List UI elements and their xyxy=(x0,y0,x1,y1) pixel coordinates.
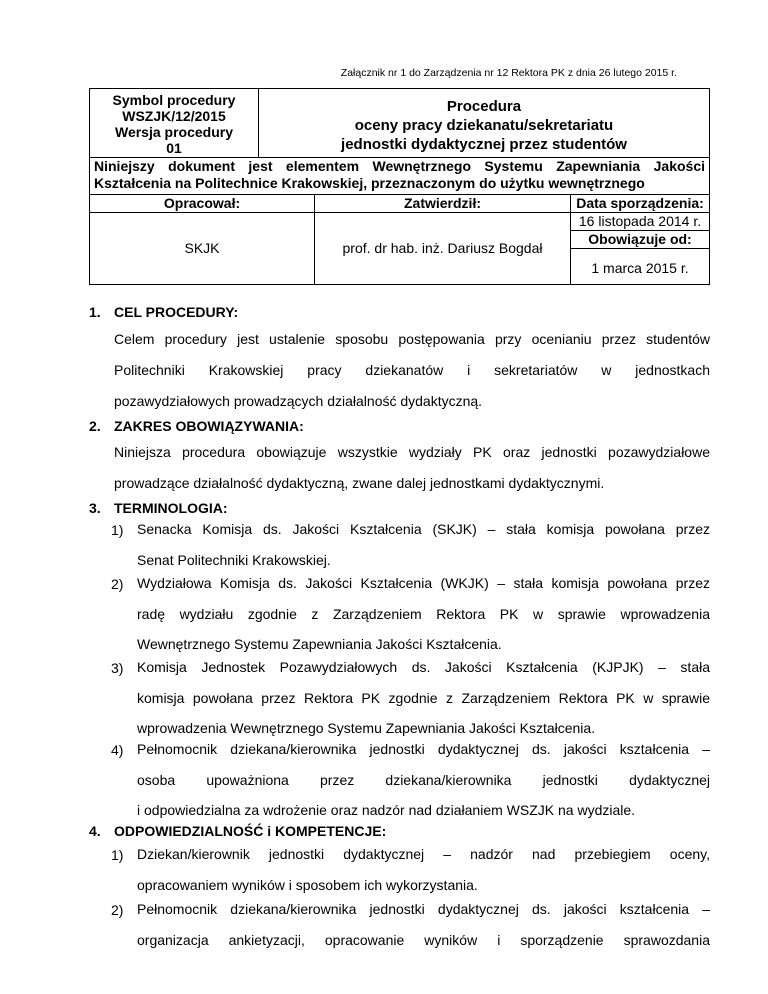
item-line: i odpowiedzialna za wdrożenie oraz nadzór nad działaniem WSZJK na wydziale. xyxy=(137,802,636,818)
section-1-body xyxy=(114,324,710,417)
section-3-heading xyxy=(89,500,228,516)
section-2-body xyxy=(114,437,710,499)
symbol-version-cell xyxy=(89,88,259,158)
section-number: 1. xyxy=(89,304,101,320)
item-line: radę wydziału zgodnie z Zarządzeniem Rektora PK w sprawie wprowadzenia xyxy=(137,605,710,622)
date-label: Data sporządzenia: xyxy=(570,194,710,213)
approved-label: Zatwierdził: xyxy=(314,194,571,213)
section-title: ODPOWIEDZIALNOŚĆ i KOMPETENCJE: xyxy=(114,823,387,839)
prepared-value: SKJK xyxy=(89,212,315,285)
item-line: Senat Politechniki Krakowskiej. xyxy=(137,551,331,568)
list-item xyxy=(137,652,710,744)
list-number: 3) xyxy=(111,660,124,676)
list-number: 1) xyxy=(111,847,124,863)
item-line: Senacka Komisja ds. Jakości Kształcenia (SKJK) – stała komisja powołana przez xyxy=(137,521,710,537)
section-title: CEL PROCEDURY: xyxy=(114,304,239,320)
valid-label: Obowiązuje od: xyxy=(570,230,710,249)
title-line-3: jednostki dydaktycznej przez studentów xyxy=(341,136,627,153)
section-4-heading xyxy=(89,823,387,839)
symbol-label: Symbol procedury xyxy=(112,92,236,108)
item-line: osoba upoważniona przez dziekana/kierownika jednostki dydaktycznej xyxy=(137,771,710,788)
list-number: 2) xyxy=(111,902,124,918)
body-line: Niniejsza procedura obowiązuje wszystkie wydziały PK oraz jednostki pozawydziałowe xyxy=(114,444,710,460)
section-title: TERMINOLOGIA: xyxy=(114,500,228,516)
item-line: Wewnętrznego Systemu Zapewniania Jakości Kształcenia. xyxy=(137,636,502,652)
section-title: ZAKRES OBOWIĄZYWANIA: xyxy=(114,418,304,434)
item-line: Komisja Jednostek Pozawydziałowych ds. Jakości Kształcenia (KJPJK) – stała xyxy=(137,659,710,675)
section-1-heading xyxy=(89,304,239,320)
list-number: 4) xyxy=(111,742,124,758)
approved-value: prof. dr hab. inż. Dariusz Bogdał xyxy=(314,212,571,285)
version-value: 01 xyxy=(166,140,182,156)
item-line: Wydziałowa Komisja ds. Jakości Kształcenia (WKJK) – stała komisja powołana przez xyxy=(137,575,710,591)
item-line: organizacja ankietyzacji, opracowanie wyników i sporządzenie sprawozdania xyxy=(137,931,710,948)
list-number: 1) xyxy=(111,522,124,538)
body-line: Celem procedury jest ustalenie sposobu postępowania przy ocenianiu przez studentów xyxy=(114,331,710,347)
version-label: Wersja procedury xyxy=(114,124,233,140)
section-number: 2. xyxy=(89,418,101,434)
scope-line-1: Niniejszy dokument jest elementem Wewnętrznego Systemu Zapewniania Jakości xyxy=(94,158,705,174)
list-item xyxy=(137,734,710,826)
attachment-note: Załącznik nr 1 do Zarządzenia nr 12 Rektora PK z dnia 26 lutego 2015 r. xyxy=(340,67,677,79)
list-number: 2) xyxy=(111,576,124,592)
section-number: 3. xyxy=(89,500,101,516)
item-line: Pełnomocnik dziekana/kierownika jednostki dydaktycznej ds. jakości kształcenia – xyxy=(137,741,710,757)
scope-cell xyxy=(89,157,710,195)
body-line: Politechniki Krakowskiej pracy dziekanatów i sekretariatów w jednostkach xyxy=(114,362,710,378)
symbol-value: WSZJK/12/2015 xyxy=(122,108,226,124)
procedure-title-cell xyxy=(258,88,710,158)
list-item xyxy=(137,894,710,955)
title-line-1: Procedura xyxy=(446,98,522,115)
item-line: wprowadzenia Wewnętrznego Systemu Zapewniania Jakości Kształcenia. xyxy=(137,720,596,736)
section-2-heading xyxy=(89,418,304,434)
item-line: Dziekan/kierownik jednostki dydaktycznej – nadzór nad przebiegiem oceny, xyxy=(137,846,710,862)
item-line: komisja powołana przez Rektora PK zgodnie z Zarządzeniem Rektora PK w sprawie xyxy=(137,689,710,706)
scope-line-2: Kształcenia na Politechnice Krakowskiej, przeznaczonym do użytku wewnętrznego xyxy=(94,175,645,191)
valid-value: 1 marca 2015 r. xyxy=(570,248,710,285)
item-line: opracowaniem wyników i sposobem ich wykorzystania. xyxy=(137,876,478,893)
list-item xyxy=(137,839,710,900)
date-value: 16 listopada 2014 r. xyxy=(570,212,710,231)
body-line: pozawydziałowych prowadzących działalność dydaktyczną. xyxy=(114,393,483,409)
prepared-label: Opracował: xyxy=(89,194,315,213)
item-line: Pełnomocnik dziekana/kierownika jednostki dydaktycznej ds. jakości kształcenia – xyxy=(137,901,710,917)
list-item xyxy=(137,514,710,575)
body-line: prowadzące działalność dydaktyczną, zwane dalej jednostkami dydaktycznymi. xyxy=(114,475,605,491)
section-number: 4. xyxy=(89,823,101,839)
list-item xyxy=(137,568,710,660)
title-line-2: oceny pracy dziekanatu/sekretariatu xyxy=(354,117,614,134)
